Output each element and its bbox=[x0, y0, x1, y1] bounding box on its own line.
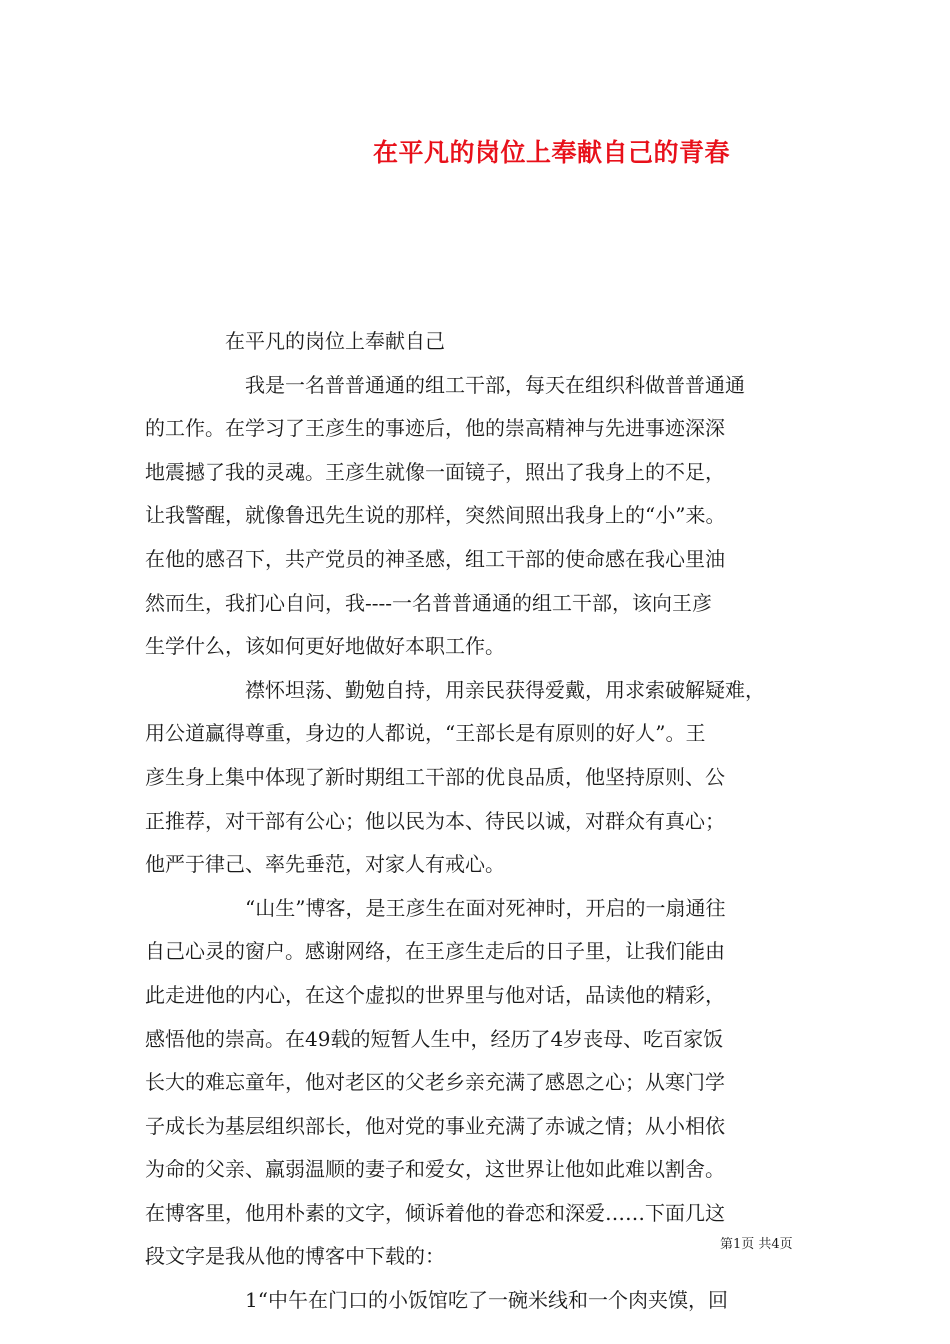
text-line: 地震撼了我的灵魂。王彦生就像一面镜子，照出了我身上的不足， bbox=[145, 459, 725, 484]
document-title: 在平凡的岗位上奉献自己的青春 bbox=[373, 138, 731, 167]
text-line: 在博客里，他用朴素的文字，倾诉着他的眷恋和深爱……下面几这 bbox=[145, 1200, 725, 1225]
page-number-footer: 第1页 共4页 bbox=[720, 1237, 793, 1252]
text-line: 用公道赢得尊重，身边的人都说，“王部长是有原则的好人”。王 bbox=[145, 721, 706, 746]
text-line: 自己心灵的窗户。感谢网络，在王彦生走后的日子里，让我们能由 bbox=[145, 939, 725, 964]
text-line: 生学什么，该如何更好地做好本职工作。 bbox=[145, 634, 505, 659]
text-line: 在他的感召下，共产党员的神圣感，组工干部的使命感在我心里油 bbox=[145, 546, 725, 571]
text-line: 让我警醒，就像鲁迅先生说的那样，突然间照出我身上的“小”来。 bbox=[145, 503, 726, 528]
text-line: 感悟他的崇高。在49载的短暂人生中，经历了4岁丧母、吃百家饭 bbox=[145, 1026, 724, 1051]
text-line: 此走进他的内心，在这个虚拟的世界里与他对话，品读他的精彩， bbox=[145, 982, 725, 1007]
text-line: 段文字是我从他的博客中下载的： bbox=[145, 1244, 445, 1269]
text-line: “山生”博客，是王彦生在面对死神时，开启的一扇通往 bbox=[145, 895, 726, 920]
text-line: 正推荐，对干部有公心；他以民为本、待民以诚，对群众有真心； bbox=[145, 808, 725, 833]
text-line: 子成长为基层组织部长，他对党的事业充满了赤诚之情；从小相依 bbox=[145, 1113, 725, 1138]
text-line: 我是一名普普通通的组工干部，每天在组织科做普普通通 bbox=[145, 372, 745, 397]
text-line: 然而生，我扪心自问，我----一名普普通通的组工干部，该向王彦 bbox=[145, 590, 713, 615]
text-line: 的工作。在学习了王彦生的事迹后，他的崇高精神与先进事迹深深 bbox=[145, 416, 725, 441]
text-line: 彦生身上集中体现了新时期组工干部的优良品质，他坚持原则、公 bbox=[145, 764, 725, 789]
text-line: 长大的难忘童年，他对老区的父老乡亲充满了感恩之心；从寒门学 bbox=[145, 1070, 725, 1095]
text-line: 襟怀坦荡、勤勉自持，用亲民获得爱戴，用求索破解疑难， bbox=[145, 677, 765, 702]
document-body bbox=[145, 320, 810, 1323]
text-line: 为命的父亲、羸弱温顺的妻子和爱女，这世界让他如此难以割舍。 bbox=[145, 1157, 725, 1182]
text-line: 他严于律己、率先垂范，对家人有戒心。 bbox=[145, 852, 505, 877]
text-line: 在平凡的岗位上奉献自己 bbox=[145, 329, 445, 353]
text-line: 1“中午在门口的小饭馆吃了一碗米线和一个肉夹馍，回 bbox=[145, 1288, 728, 1313]
